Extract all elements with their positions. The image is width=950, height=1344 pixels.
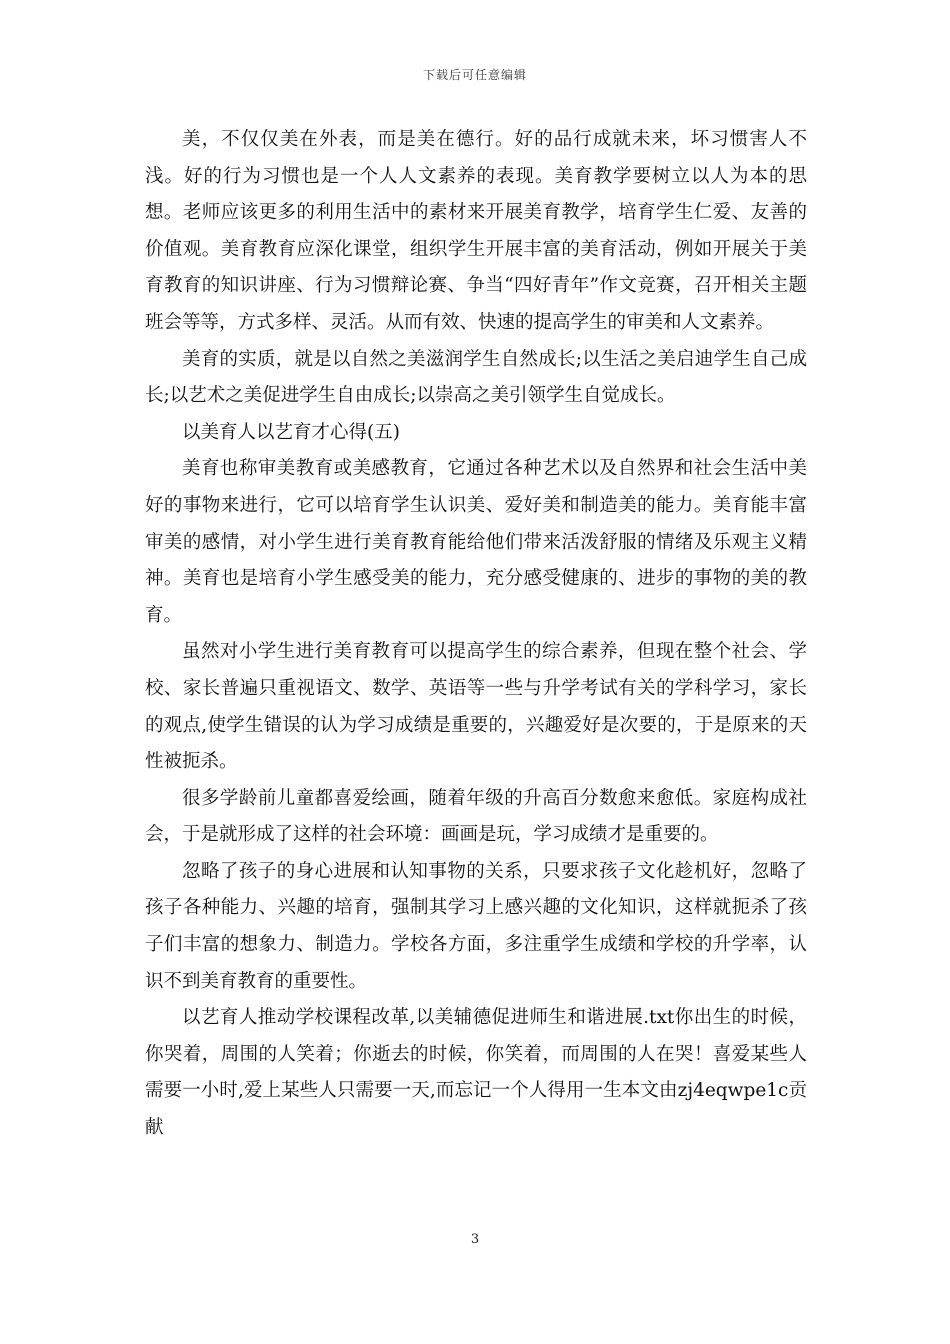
page-number: 3 [470, 1232, 480, 1247]
paragraph-6: 忽略了孩子的身心进展和认知事物的关系，只要求孩子文化趁机好，忽略了孩子各种能力、兴趣的培育，强制其学习上感兴趣的文化知识，这样就扼杀了孩子们丰富的想象力、制造力。学校各方面，多注重学生成绩和学校的升学率，认识不到美育教育的重要性。 [145, 860, 807, 992]
paragraph-1: 美，不仅仅美在外表，而是美在德行。好的品行成就未来，坏习惯害人不浅。好的行为习惯也是一个人人文素养的表现。美育教学要树立以人为本的思想。老师应该更多的利用生活中的素材来开展美育教学，培育学生仁爱、友善的价值观。美育教育应深化课堂，组织学生开展丰富的美育活动，例如开展关于美育教育的知识讲座、行为习惯辩论赛、争当“四好青年”作文竞赛，召开相关主题班会等等，方式多样、灵活。从而有效、快速的提高学生的审美和人文素养。 [145, 129, 807, 333]
page-header-note: 下载后可任意编辑 [422, 68, 527, 82]
paragraph-7: 以艺育人推动学校课程改革,以美辅德促进师生和谐进展.txt你出生的时候，你哭着，周围的人笑着；你逝去的时候，你笑着，而周围的人在哭！喜爱某些人需要一小时,爱上某些人只需要一天,而忘记一个人得用一生本文由zj4eqwpe1c贡献 [145, 1007, 807, 1139]
paragraph-4: 虽然对小学生进行美育教育可以提高学生的综合素养，但现在整个社会、学校、家长普遍只重视语文、数学、英语等一些与升学考试有关的学科学习，家长的观点,使学生错误的认为学习成绩是重要的，兴趣爱好是次要的，于是原来的天性被扼杀。 [145, 641, 807, 773]
document-body [145, 122, 807, 1147]
paragraph-5: 很多学龄前儿童都喜爱绘画，随着年级的升高百分数愈来愈低。家庭构成社会，于是就形成了这样的社会环境：画画是玩，学习成绩才是重要的。 [145, 787, 807, 846]
paragraph-3: 美育也称审美教育或美感教育，它通过各种艺术以及自然界和社会生活中美好的事物来进行，它可以培育学生认识美、爱好美和制造美的能力。美育能丰富审美的感情，对小学生进行美育教育能给他们带来活泼舒服的情绪及乐观主义精神。美育也是培育小学生感受美的能力，充分感受健康的、进步的事物的美的教育。 [145, 458, 807, 626]
section-heading: 以美育人以艺育才心得(五) [182, 421, 400, 443]
paragraph-2: 美育的实质，就是以自然之美滋润学生自然成长;以生活之美启迪学生自己成长;以艺术之美促进学生自由成长;以崇高之美引领学生自觉成长。 [145, 348, 807, 407]
